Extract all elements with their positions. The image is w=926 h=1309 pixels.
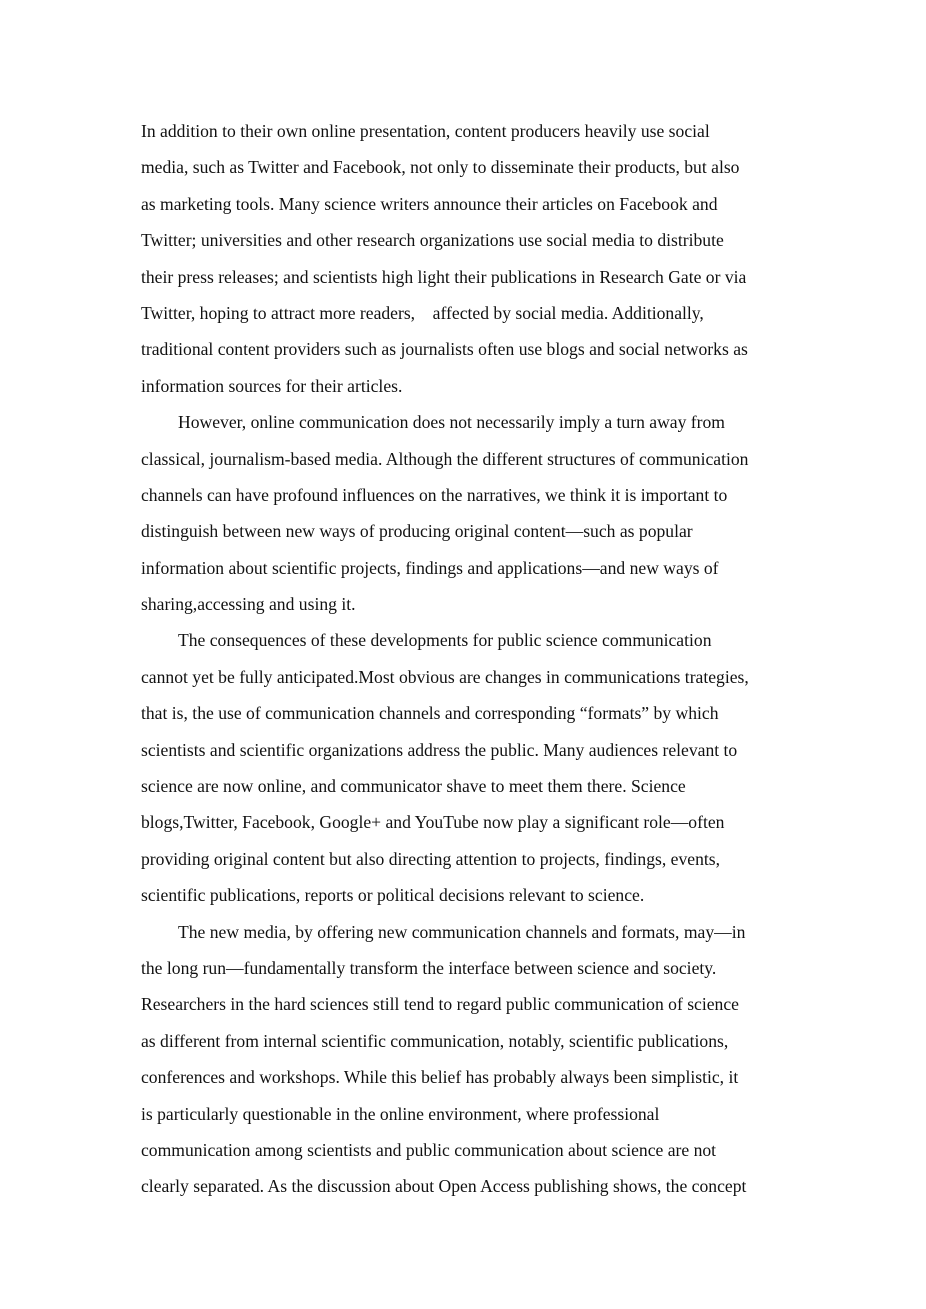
text-line: channels can have profound influences on the narratives, we think it is important to bbox=[141, 484, 728, 505]
text-line: traditional content providers such as journalists often use blogs and social networks as bbox=[141, 339, 748, 360]
text-line: as different from internal scientific communication, notably, scientific publications, bbox=[141, 1030, 729, 1051]
text-line: media, such as Twitter and Facebook, not only to disseminate their products, but also bbox=[141, 157, 740, 178]
text-line: Researchers in the hard sciences still tend to regard public communication of science bbox=[141, 994, 739, 1015]
text-line: classical, journalism-based media. Although the different structures of communication bbox=[141, 448, 749, 469]
text-line: information sources for their articles. bbox=[141, 375, 403, 396]
text-line: the long run—fundamentally transform the interface between science and society. bbox=[141, 957, 717, 978]
text-line: Twitter; universities and other research organizations use social media to distribute bbox=[141, 230, 724, 251]
paragraph-first-line: The new media, by offering new communication channels and formats, may—in bbox=[178, 921, 746, 942]
text-line: cannot yet be fully anticipated.Most obvious are changes in communications trategies, bbox=[141, 666, 749, 687]
text-line: distinguish between new ways of producing original content—such as popular bbox=[141, 521, 693, 542]
text-line: their press releases; and scientists high light their publications in Research Gate or via bbox=[141, 266, 747, 287]
paragraph-first-line: The consequences of these developments for public science communication bbox=[178, 630, 712, 651]
text-line: clearly separated. As the discussion about Open Access publishing shows, the concept bbox=[141, 1176, 747, 1197]
body-text bbox=[141, 113, 789, 1205]
text-line: sharing,accessing and using it. bbox=[141, 594, 356, 615]
text-line: science are now online, and communicator shave to meet them there. Science bbox=[141, 776, 686, 797]
text-line: is particularly questionable in the online environment, where professional bbox=[141, 1103, 660, 1124]
text-line: that is, the use of communication channels and corresponding “formats” by which bbox=[141, 703, 719, 724]
text-line: as marketing tools. Many science writers announce their articles on Facebook and bbox=[141, 193, 718, 214]
text-line: In addition to their own online presentation, content producers heavily use social bbox=[141, 121, 710, 141]
text-line: communication among scientists and public communication about science are not bbox=[141, 1139, 717, 1160]
text-line: conferences and workshops. While this belief has probably always been simplistic, it bbox=[141, 1067, 739, 1088]
text-line: providing original content but also directing attention to projects, findings, events, bbox=[141, 848, 721, 869]
text-line: Twitter, hoping to attract more readers, affected by social media. Additionally, bbox=[141, 302, 704, 323]
text-line: information about scientific projects, findings and applications—and new ways of bbox=[141, 557, 719, 578]
paragraph-first-line: However, online communication does not necessarily imply a turn away from bbox=[178, 412, 725, 433]
text-line: scientists and scientific organizations address the public. Many audiences relevant to bbox=[141, 739, 738, 760]
text-line: scientific publications, reports or political decisions relevant to science. bbox=[141, 885, 645, 906]
text-line: blogs,Twitter, Facebook, Google+ and YouTube now play a significant role—often bbox=[141, 812, 725, 833]
